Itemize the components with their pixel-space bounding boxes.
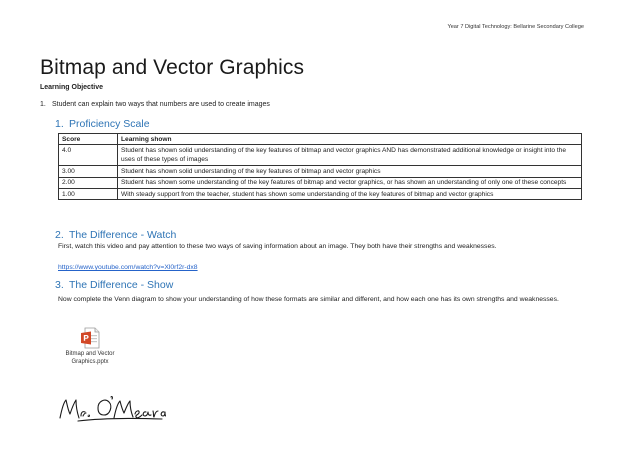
column-header-learning-shown: Learning shown: [118, 134, 582, 145]
table-header-row: [59, 134, 582, 145]
section-title: The Difference - Show: [69, 279, 174, 291]
proficiency-table: [58, 133, 582, 200]
attachment-caption-line-2: Graphics.pptx: [71, 358, 109, 365]
score-cell: 4.0: [59, 145, 118, 166]
video-link[interactable]: https://www.youtube.com/watch?v=Xl0rf2r-dx8: [58, 264, 198, 271]
score-cell: 1.00: [59, 189, 118, 200]
column-header-score: Score: [59, 134, 118, 145]
list-number: 1.: [40, 101, 46, 108]
learning-objective-heading: Learning Objective: [40, 84, 104, 91]
section-number: 1.: [55, 118, 64, 130]
table-row: [59, 189, 582, 200]
document-title: Bitmap and Vector Graphics: [40, 56, 305, 79]
pptx-attachment[interactable]: [62, 327, 118, 366]
attachment-caption-line-1: Bitmap and Vector: [65, 351, 115, 357]
learning-shown-cell: Student has shown some understanding of the key features of bitmap and vector graphics, or has shown an understanding of only one of these concepts: [118, 177, 582, 188]
page-header: Year 7 Digital Technology: Bellarine Secondary College: [447, 24, 584, 30]
section-heading-proficiency-scale: [55, 118, 150, 130]
learning-shown-cell: Student has shown solid understanding of the key features of bitmap and vector graphics AND has demonstrated additional knowledge or insight into the uses of these types of images: [118, 145, 582, 166]
section-number: 2.: [55, 229, 64, 241]
learning-shown-cell: Student has shown solid understanding of the key features of bitmap and vector graphics: [118, 166, 582, 177]
score-cell: 2.00: [59, 177, 118, 188]
section-heading-show: [55, 279, 173, 291]
powerpoint-file-icon: [80, 327, 100, 349]
table-row: [59, 177, 582, 188]
section-number: 3.: [55, 279, 64, 291]
table-row: [59, 145, 582, 166]
table-row: [59, 166, 582, 177]
score-cell: 3.00: [59, 166, 118, 177]
signature: [58, 394, 166, 424]
learning-shown-cell: With steady support from the teacher, student has shown some understanding of the key features of bitmap and vector graphics: [118, 189, 582, 200]
watch-instructions: First, watch this video and pay attention to these two ways of saving information about an image. They both have their strengths and weaknesses.: [58, 243, 497, 250]
section-title: The Difference - Watch: [69, 229, 177, 241]
section-heading-watch: [55, 229, 176, 241]
learning-objective-item: [40, 101, 270, 108]
show-instructions: Now complete the Venn diagram to show your understanding of how these formats are similar and different, and how each one has its own strengths and weaknesses.: [58, 296, 559, 303]
objective-text: Student can explain two ways that numbers are used to create images: [52, 101, 270, 108]
section-title: Proficiency Scale: [69, 118, 150, 130]
